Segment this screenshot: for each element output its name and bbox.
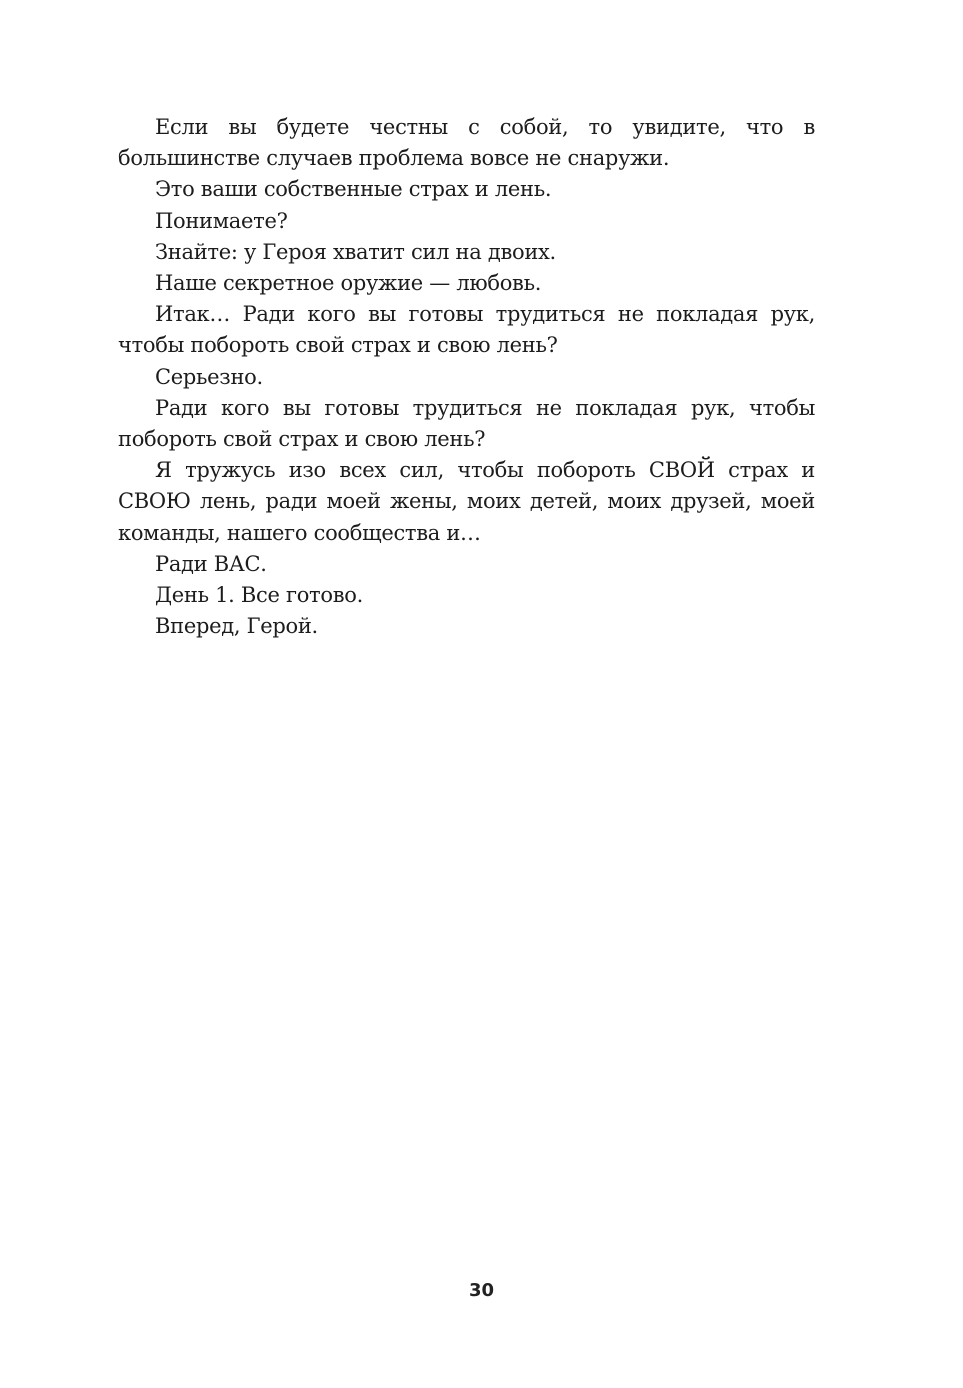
body-text bbox=[118, 112, 815, 642]
paragraph: Вперед, Герой. bbox=[155, 614, 318, 639]
paragraph: Ради ВАС. bbox=[155, 551, 267, 576]
paragraph: Ради кого вы готовы трудиться не покладая рук, чтобы побороть свой страх и свою лень? bbox=[118, 395, 815, 452]
paragraph: День 1. Все готово. bbox=[155, 583, 363, 608]
page-number: 30 bbox=[468, 1280, 495, 1301]
paragraph: Наше секретное оружие — любовь. bbox=[155, 271, 542, 296]
paragraph: Серьезно. bbox=[155, 364, 263, 389]
paragraph: Я тружусь изо всех сил, чтобы побороть СВОЙ страх и СВОЮ лень, ради моей жены, моих детей, моих друзей, моей команды, нашего сообщества и… bbox=[118, 458, 815, 545]
paragraph: Это ваши собственные страх и лень. bbox=[155, 177, 552, 202]
paragraph: Если вы будете честны с собой, то увидите, что в большинстве случаев проблема вовсе не снаружи. bbox=[118, 115, 815, 171]
paragraph: Понимаете? bbox=[155, 208, 288, 233]
paragraph: Знайте: у Героя хватит сил на двоих. bbox=[155, 239, 556, 264]
paragraph: Итак… Ради кого вы готовы трудиться не покладая рук, чтобы побороть свой страх и свою лень? bbox=[118, 302, 815, 358]
